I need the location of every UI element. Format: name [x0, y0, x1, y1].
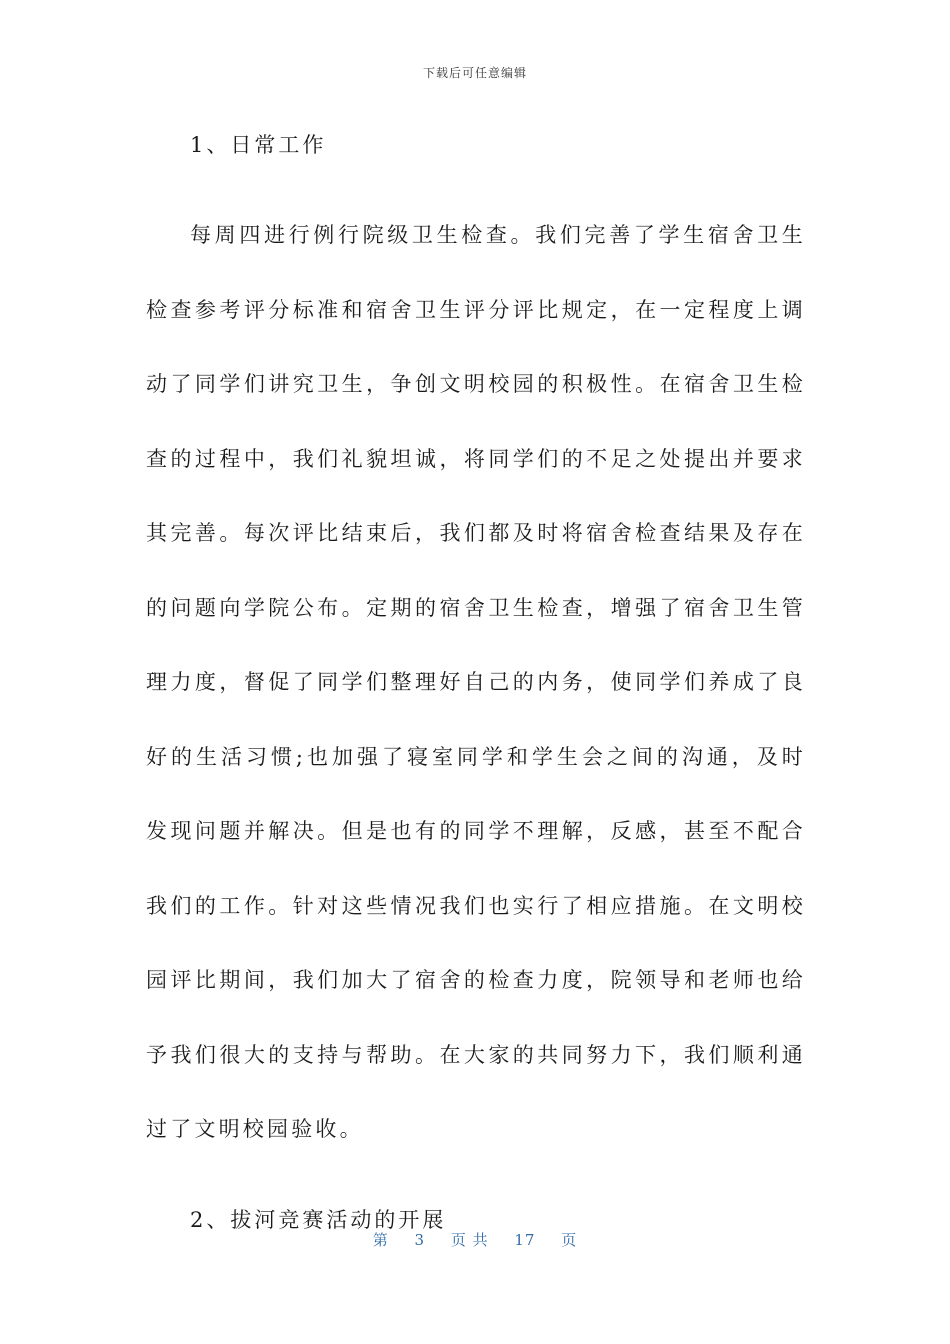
footer-total-pages: 17: [514, 1231, 536, 1249]
section-heading-2: 2、拔河竞赛活动的开展: [190, 1207, 447, 1232]
section-paragraph-1: 每周四进行例行院级卫生检查。我们完善了学生宿舍卫生检查参考评分标准和宿舍卫生评分评比规定，在一定程度上调动了同学们讲究卫生，争创文明校园的积极性。在宿舍卫生检查的过程中，我们礼貌坦诚，将同学们的不足之处提出并要求其完善。每次评比结束后，我们都及时将宿舍检查结果及存在的问题向学院公布。定期的宿舍卫生检查，增强了宿舍卫生管理力度，督促了同学们整理好自己的内务，使同学们养成了良好的生活习惯;也加强了寝室同学和学生会之间的沟通，及时发现问题并解决。但是也有的同学不理解，反感，甚至不配合我们的工作。针对这些情况我们也实行了相应措施。在文明校园评比期间，我们加大了宿舍的检查力度，院领导和老师也给予我们很大的支持与帮助。在大家的共同努力下，我们顺利通过了文明校园验收。: [146, 223, 806, 1141]
header-note: 下载后可任意编辑: [422, 66, 527, 80]
section-heading-1: 1、日常工作: [190, 133, 327, 157]
footer-prefix: 第: [372, 1231, 389, 1249]
document-body: [146, 124, 806, 1241]
footer-middle: 页 共: [450, 1231, 489, 1249]
footer-current-page: 3: [414, 1231, 426, 1249]
footer-suffix: 页: [561, 1231, 578, 1249]
page-footer: [0, 1229, 950, 1250]
